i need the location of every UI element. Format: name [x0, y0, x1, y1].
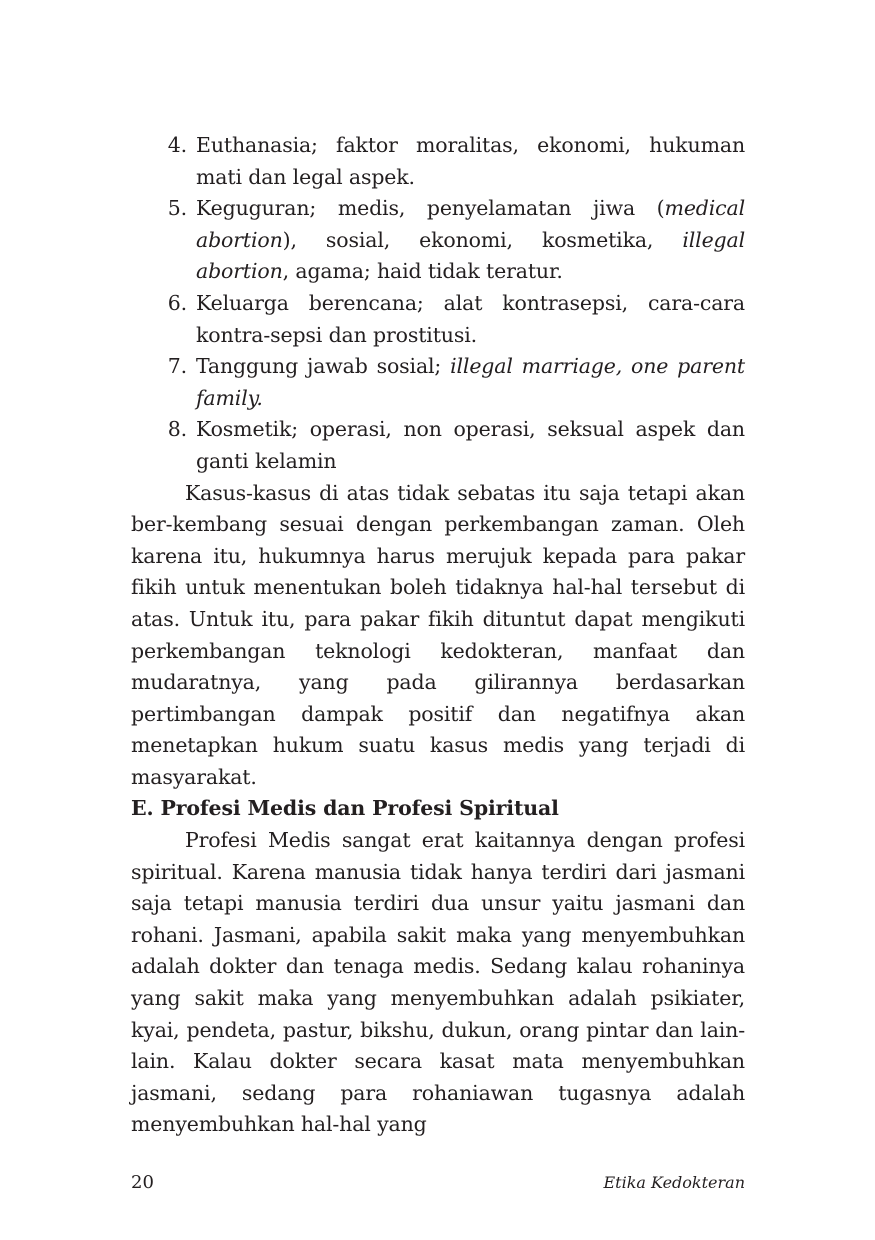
list-item-number: 6.: [167, 290, 187, 315]
list-item: [131, 351, 745, 414]
list-item-text: [196, 351, 745, 414]
page-footer: [131, 1172, 745, 1193]
body-paragraph: Kasus-kasus di atas tidak sebatas itu saja tetapi akan ber-kembang sesuai dengan perkembangan zaman. Oleh karena itu, hukumnya harus merujuk kepada para pakar fikih untuk menentukan boleh tidaknya hal-hal tersebut di atas. Untuk itu, para pakar fikih dituntut dapat mengikuti perkembangan teknologi kedokteran, manfaat dan mudaratnya, yang pada gilirannya berdasarkan pertimbangan dampak positif dan negatifnya akan menetapkan hukum suatu kasus medis yang terjadi di masyarakat.: [131, 480, 745, 789]
page-number: 20: [131, 1172, 154, 1193]
list-item-number: 4.: [167, 133, 187, 157]
list-item-number: 7.: [167, 354, 187, 379]
text-run: Keguguran; medis, penyelamatan jiwa (: [196, 196, 665, 221]
text-run: ), sosial, ekonomi, kosmetika,: [282, 227, 683, 252]
list-item-text: [196, 288, 745, 351]
italic-phrase: illegal abortion: [196, 227, 745, 284]
numbered-list: [131, 130, 745, 478]
body-paragraph: Profesi Medis sangat erat kaitannya dengan profesi spiritual. Karena manusia tidak hanya terdiri dari jasmani saja tetapi manusia terdiri dua unsur yaitu jasmani dan rohani. Jasmani, apabila sakit maka yang menyembuhkan adalah dokter dan tenaga medis. Sedang kalau rohaninya yang sakit maka yang menyembuhkan adalah psikiater, kyai, pendeta, pastur, bikshu, dukun, orang pintar dan lain-lain. Kalau dokter secara kasat mata menyembuhkan jasmani, sedang para rohaniawan tugasnya adalah menyembuhkan hal-hal yang: [131, 828, 745, 1137]
text-run: Tanggung jawab sosial;: [196, 354, 451, 379]
list-item: [131, 130, 745, 193]
italic-phrase: illegal marriage, one parent family.: [196, 354, 745, 410]
text-run: Keluarga berencana; alat kontrasepsi, cara-cara kontra-sepsi dan prostitusi.: [196, 290, 745, 347]
text-run: Kosmetik; operasi, non operasi, seksual aspek dan ganti kelamin: [196, 417, 745, 473]
list-item-number: 5.: [167, 196, 187, 221]
section-heading: E. Profesi Medis dan Profesi Spiritual: [131, 796, 559, 821]
italic-phrase: medical abortion: [196, 196, 745, 252]
running-title: Etika Kedokteran: [603, 1173, 745, 1192]
list-item: [131, 414, 745, 477]
list-item: [131, 288, 745, 351]
list-item-text: [196, 130, 745, 193]
text-run: Euthanasia; faktor moralitas, ekonomi, hukuman mati dan legal aspek.: [196, 133, 745, 189]
list-item-text: [196, 193, 745, 288]
page-body: [131, 130, 745, 1141]
list-item-text: [196, 414, 745, 477]
list-item: [131, 193, 745, 288]
text-run: , agama; haid tidak teratur.: [282, 259, 563, 284]
list-item-number: 8.: [167, 417, 187, 442]
